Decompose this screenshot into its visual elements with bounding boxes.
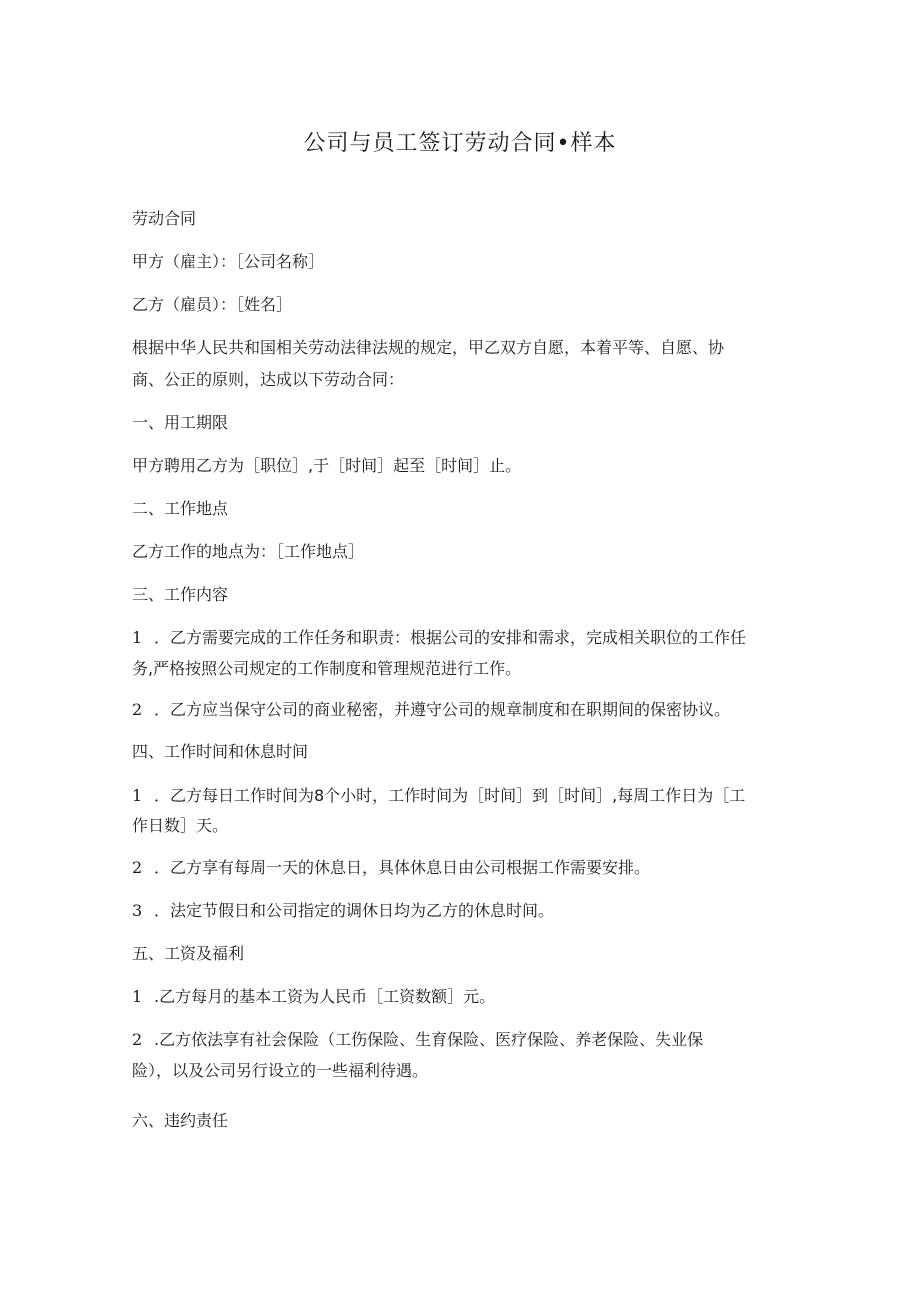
- list-item-text: ．乙方需要完成的工作任务和职责：根据公司的安排和需求，完成相关职位的工作任: [154, 628, 747, 647]
- list-item: [132, 782, 792, 810]
- list-item-continuation: 务,严格按照公司规定的工作制度和管理规范进行工作。: [132, 659, 522, 678]
- list-item: [132, 983, 792, 1011]
- list-item-text: ．乙方每日工作时间为8个小时，工作时间为［时间］到［时间］,每周工作日为［工: [154, 786, 746, 805]
- list-item-number: 1: [132, 786, 143, 805]
- section-heading-hours: 四、工作时间和休息时间: [132, 742, 309, 761]
- party-b-line: 乙方（雇员）：［姓名］: [132, 295, 293, 314]
- section-heading-term: 一、用工期限: [132, 413, 229, 432]
- list-item-number: 2: [132, 1030, 143, 1049]
- list-item-text: ．乙方享有每周一天的休息日，具体休息日由公司根据工作需要安排。: [154, 858, 651, 877]
- preamble-line-2: 商、公正的原则，达成以下劳动合同：: [132, 370, 405, 389]
- document-title: 公司与员工签订劳动合同•样本: [303, 131, 617, 156]
- section-heading-liability: 六、违约责任: [132, 1111, 229, 1130]
- list-item: [132, 1026, 792, 1054]
- party-a-line: 甲方（雇主）：［公司名称］: [132, 252, 325, 271]
- list-item-text: ．法定节假日和公司指定的调休日均为乙方的休息时间。: [154, 901, 555, 920]
- list-item-number: 2: [132, 858, 143, 877]
- list-item-number: 3: [132, 901, 143, 920]
- section-text-location: 乙方工作的地点为：［工作地点］: [132, 542, 365, 561]
- section-heading-location: 二、工作地点: [132, 499, 229, 518]
- list-item-text: .乙方每月的基本工资为人民币［工资数额］元。: [154, 987, 496, 1006]
- list-item: [132, 897, 792, 925]
- list-item-number: 1: [132, 987, 143, 1006]
- list-item-number: 2: [132, 700, 143, 719]
- section-heading-content: 三、工作内容: [132, 585, 229, 604]
- list-item-number: 1: [132, 628, 143, 647]
- list-item: [132, 624, 792, 652]
- section-heading-salary: 五、工资及福利: [132, 944, 245, 963]
- list-item-continuation: 作日数］天。: [132, 816, 229, 835]
- list-item: [132, 854, 792, 882]
- list-item-text: ．乙方应当保守公司的商业秘密，并遵守公司的规章制度和在职期间的保密协议。: [154, 700, 731, 719]
- list-item-continuation: 险），以及公司另行设立的一些福利待遇。: [132, 1061, 429, 1080]
- preamble-line-1: 根据中华人民共和国相关劳动法律法规的规定，甲乙双方自愿，本着平等、自愿、协: [132, 338, 725, 357]
- list-item-text: .乙方依法享有社会保险（工伤保险、生育保险、医疗保险、养老保险、失业保: [154, 1030, 704, 1049]
- contract-heading: 劳动合同: [132, 209, 197, 228]
- list-item: [132, 696, 792, 724]
- section-text-term: 甲方聘用乙方为［职位］,于［时间］起至［时间］止。: [132, 456, 522, 475]
